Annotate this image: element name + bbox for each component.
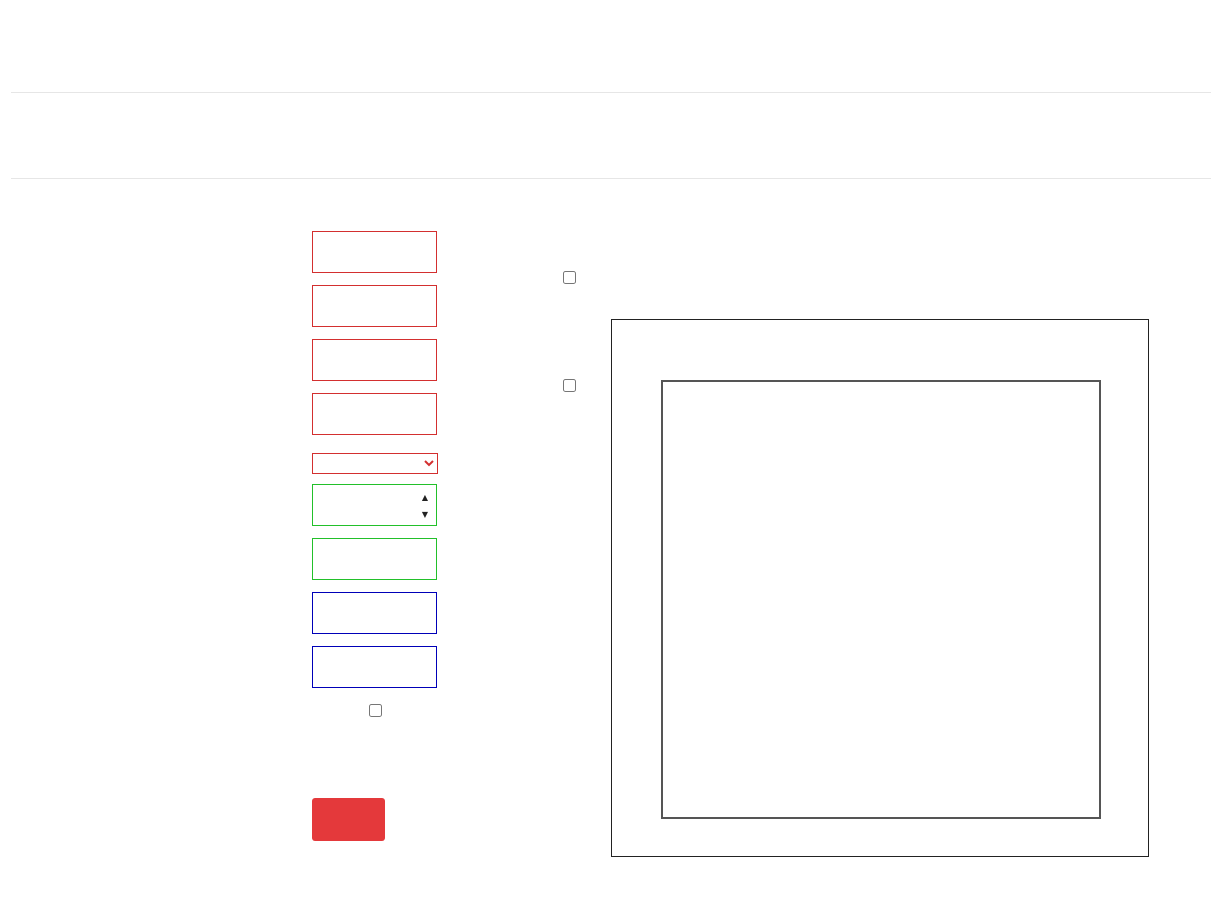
wafer-map-canvas [612,320,1148,856]
h-scribe-field[interactable] [312,339,437,381]
stepper-down-icon[interactable]: ▼ [421,510,429,519]
die-height-field[interactable] [312,285,437,327]
exclusion-edge-circle [657,390,1075,808]
h-shift-field[interactable] [312,592,437,634]
wafer-map-panel [611,319,1149,857]
divider [11,92,1211,93]
link-scribe-checkbox[interactable] [563,379,576,392]
v-scribe-field[interactable] [312,393,437,435]
die-width-field[interactable] [312,231,437,273]
wafer-limit-circle [649,382,1083,816]
divider [11,178,1211,179]
centering-checkbox[interactable] [369,704,382,717]
stepper-up-icon[interactable]: ▲ [421,493,429,502]
wafer-diameter-select[interactable] [312,453,438,474]
link-dimensions-checkbox[interactable] [563,271,576,284]
edge-loss-stepper[interactable] [417,489,433,523]
exclusion-edge-leader [978,783,992,808]
defect-density-field[interactable] [312,538,437,580]
map-frame [662,381,1100,818]
v-shift-field[interactable] [312,646,437,688]
reset-button[interactable] [312,798,385,841]
